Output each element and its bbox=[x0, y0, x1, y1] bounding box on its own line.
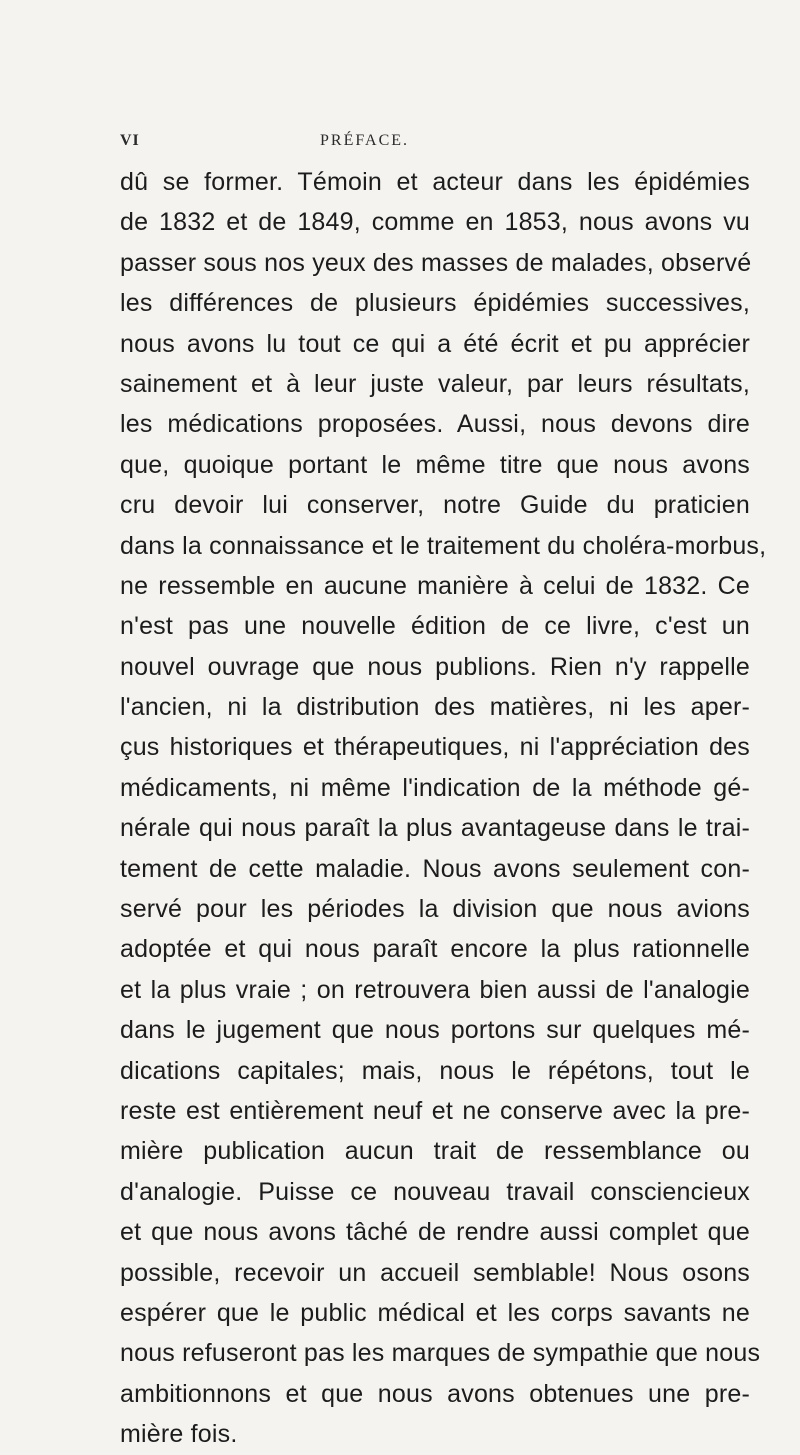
text-line: mière fois. bbox=[120, 1420, 238, 1449]
page-number: VI bbox=[120, 132, 140, 149]
text-line: nous avons lu tout ce qui a été écrit et pu apprécier bbox=[120, 329, 750, 358]
text-line: et la plus vraie ; on retrouvera bien aussi de l'analogie bbox=[120, 975, 750, 1004]
text-line: les médications proposées. Aussi, nous devons dire bbox=[120, 410, 750, 439]
body-text bbox=[120, 162, 767, 1455]
text-line: adoptée et qui nous paraît encore la plus rationnelle bbox=[120, 935, 750, 964]
text-line: les différences de plusieurs épidémies successives, bbox=[120, 289, 750, 318]
text-line: l'ancien, ni la distribution des matières, ni les aper- bbox=[120, 693, 750, 722]
text-line: cru devoir lui conserver, notre Guide du praticien bbox=[120, 491, 750, 520]
text-line: ne ressemble en aucune manière à celui de 1832. Ce bbox=[120, 571, 750, 600]
text-line: servé pour les périodes la division que nous avions bbox=[120, 895, 750, 924]
text-line: nérale qui nous paraît la plus avantageuse dans le trai- bbox=[120, 814, 750, 843]
text-line: sainement et à leur juste valeur, par leurs résultats, bbox=[120, 369, 750, 398]
text-line: dans la connaissance et le traitement du choléra-morbus, bbox=[120, 531, 767, 560]
text-line: tement de cette maladie. Nous avons seulement con- bbox=[120, 854, 750, 883]
running-title: PRÉFACE. bbox=[320, 132, 410, 149]
text-line: de 1832 et de 1849, comme en 1853, nous avons vu bbox=[120, 208, 750, 237]
text-line: dans le jugement que nous portons sur quelques mé- bbox=[120, 1016, 750, 1045]
text-line: n'est pas une nouvelle édition de ce livre, c'est un bbox=[120, 612, 750, 641]
text-line: et que nous avons tâché de rendre aussi complet que bbox=[120, 1218, 750, 1247]
text-line: reste est entièrement neuf et ne conserve avec la pre- bbox=[120, 1096, 750, 1125]
text-line: dû se former. Témoin et acteur dans les épidémies bbox=[120, 168, 750, 196]
text-line: passer sous nos yeux des masses de malades, observé bbox=[120, 248, 752, 277]
text-line: d'analogie. Puisse ce nouveau travail consciencieux bbox=[120, 1177, 750, 1206]
running-head bbox=[120, 132, 740, 156]
text-line: possible, recevoir un accueil semblable! Nous osons bbox=[120, 1258, 750, 1287]
text-line: espérer que le public médical et les corps savants ne bbox=[120, 1298, 750, 1327]
text-line: dications capitales; mais, nous le répétons, tout le bbox=[120, 1056, 750, 1085]
text-line: nous refuseront pas les marques de sympathie que nous bbox=[120, 1339, 761, 1368]
text-line: mière publication aucun trait de ressemblance ou bbox=[120, 1137, 750, 1166]
text-line: çus historiques et thérapeutiques, ni l'appréciation des bbox=[120, 733, 750, 762]
text-line: médicaments, ni même l'indication de la méthode gé- bbox=[120, 773, 750, 802]
text-line: que, quoique portant le même titre que nous avons bbox=[120, 450, 750, 479]
text-line: nouvel ouvrage que nous publions. Rien n'y rappelle bbox=[120, 652, 750, 681]
text-line: ambitionnons et que nous avons obtenues une pre- bbox=[120, 1379, 750, 1408]
